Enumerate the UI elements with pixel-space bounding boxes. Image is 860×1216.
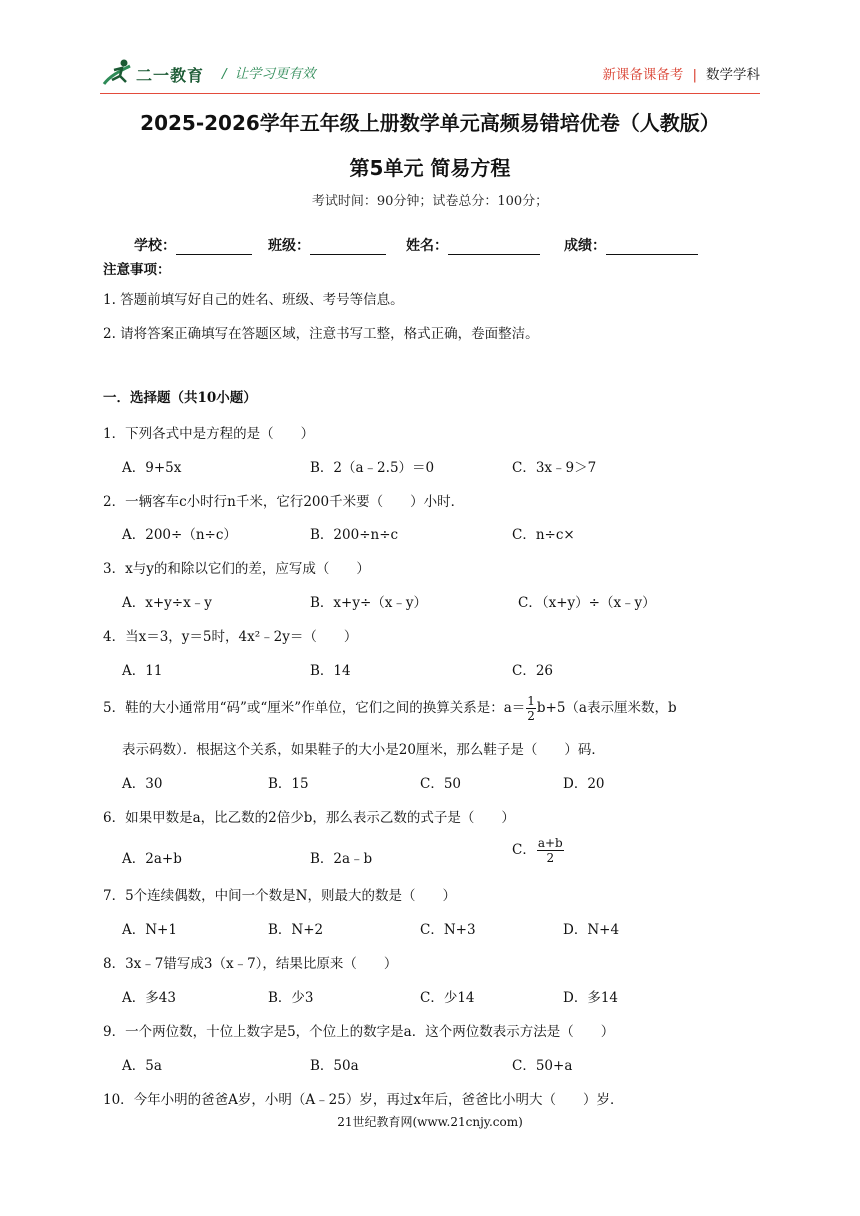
option-3a[interactable]: A．x+y÷x﹣y [122, 595, 212, 611]
section-heading: 一．选择题（共10小题） [103, 390, 257, 406]
question-text: 1．下列各式中是方程的是（ ） [103, 426, 315, 442]
header-separator: | [692, 67, 697, 83]
option-6a[interactable]: A．2a+b [122, 851, 182, 867]
name-label: 姓名： [406, 238, 448, 254]
slogan-slash: / [222, 66, 227, 82]
question-8: 8．3x﹣7错写成3（x﹣7），结果比原来（ ） [103, 956, 398, 972]
fraction-numerator: 1 [527, 694, 535, 708]
option-5b[interactable]: B．15 [268, 776, 309, 792]
unit-title: 第5单元 简易方程 [349, 156, 511, 180]
option-1a[interactable]: A．9+5x [122, 460, 182, 476]
class-field[interactable] [268, 235, 386, 255]
option-8a[interactable]: A．多43 [122, 990, 176, 1006]
school-label: 学校： [134, 238, 176, 254]
score-blank[interactable] [606, 239, 698, 255]
option-3c[interactable]: C．（x+y）÷（x﹣y） [518, 595, 656, 611]
exam-title: 2025-2026学年五年级上册数学单元高频易错培优卷（人教版） [140, 111, 720, 135]
option-7b[interactable]: B．N+2 [268, 922, 324, 938]
question-7: 7．5个连续偶数，中间一个数是N，则最大的数是（ ） [103, 888, 456, 904]
name-blank[interactable] [448, 239, 540, 255]
option-8b[interactable]: B．少3 [268, 990, 314, 1006]
question-text: b+5（a表示厘米数，b [536, 700, 677, 716]
question-5-line2: 表示码数）．根据这个关系，如果鞋子的大小是20厘米，那么鞋子是（ ）码． [122, 742, 605, 758]
option-6b[interactable]: B．2a﹣b [310, 851, 373, 867]
option-3b[interactable]: B．x+y÷（x﹣y） [310, 595, 428, 611]
option-9b[interactable]: B．50a [310, 1058, 359, 1074]
option-label: C． [512, 842, 536, 858]
option-4c[interactable]: C．26 [512, 663, 554, 679]
notice-item: 2. 请将答案正确填写在答题区域，注意书写工整，格式正确，卷面整洁。 [103, 326, 539, 342]
slogan [222, 62, 316, 82]
header-subject: 数学学科 [706, 67, 760, 83]
option-5a[interactable]: A．30 [122, 776, 163, 792]
option-5c[interactable]: C．50 [420, 776, 462, 792]
class-blank[interactable] [310, 239, 386, 255]
name-field[interactable] [406, 235, 540, 255]
page-header [100, 52, 760, 92]
question-5 [103, 694, 677, 723]
fraction-denominator: 2 [527, 709, 535, 723]
option-7a[interactable]: A．N+1 [122, 922, 177, 938]
exam-info: 考试时间：90分钟；试卷总分：100分； [311, 194, 549, 209]
fraction-numerator: a+b [537, 836, 563, 850]
notice-title: 注意事项： [103, 262, 171, 278]
school-field[interactable] [134, 235, 252, 255]
school-blank[interactable] [176, 239, 252, 255]
option-8d[interactable]: D．多14 [563, 990, 619, 1006]
option-2b[interactable]: B．200÷n÷c [310, 527, 399, 543]
option-1b[interactable]: B．2（a﹣2.5）＝0 [310, 460, 435, 476]
question-3: 3．x与y的和除以它们的差，应写成（ ） [103, 561, 370, 577]
fraction [526, 694, 536, 723]
student-info-fields [134, 235, 754, 257]
question-2: 2．一辆客车c小时行n千米，它行200千米要（ ）小时． [103, 494, 465, 510]
notice-item: 1. 答题前填写好自己的姓名、班级、考号等信息。 [103, 292, 404, 308]
header-course: 新课备课备考 [602, 67, 684, 83]
option-4b[interactable]: B．14 [310, 663, 351, 679]
option-9a[interactable]: A．5a [122, 1058, 162, 1074]
slogan-text: 让学习更有效 [234, 66, 316, 82]
page-footer: 21世纪教育网(www.21cnjy.com) [337, 1115, 523, 1129]
logo-text: 二一教育 [136, 66, 205, 85]
option-7d[interactable]: D．N+4 [563, 922, 620, 938]
option-4a[interactable]: A．11 [122, 663, 163, 679]
fraction-denominator: 2 [546, 851, 555, 865]
class-label: 班级： [268, 238, 310, 254]
option-6c[interactable] [512, 836, 565, 865]
header-right [602, 63, 760, 83]
brand-logo [100, 58, 240, 90]
option-2c[interactable]: C．n÷c× [512, 527, 575, 543]
option-7c[interactable]: C．N+3 [420, 922, 476, 938]
question-9: 9．一个两位数，十位上数字是5，个位上的数字是a．这个两位数表示方法是（ ） [103, 1024, 615, 1040]
question-10: 10．今年小明的爸爸A岁，小明（A﹣25）岁，再过x年后，爸爸比小明大（ ）岁． [103, 1092, 624, 1108]
question-text: 5．鞋的大小通常用“码”或“厘米”作单位，它们之间的换算关系是：a＝ [103, 700, 526, 716]
question-4: 4．当x＝3，y＝5时，4x²﹣2y＝（ ） [103, 629, 358, 645]
option-8c[interactable]: C．少14 [420, 990, 475, 1006]
score-field[interactable] [564, 235, 698, 255]
fraction [537, 836, 564, 865]
option-1c[interactable]: C．3x﹣9＞7 [512, 460, 597, 476]
score-label: 成绩： [564, 238, 606, 254]
question-1 [103, 422, 314, 442]
question-6: 6．如果甲数是a，比乙数的2倍少b，那么表示乙数的式子是（ ） [103, 810, 515, 826]
option-5d[interactable]: D．20 [563, 776, 605, 792]
header-divider [100, 93, 760, 94]
option-2a[interactable]: A．200÷（n÷c） [122, 527, 237, 543]
option-9c[interactable]: C．50+a [512, 1058, 573, 1074]
runner-logo-icon [100, 58, 134, 88]
